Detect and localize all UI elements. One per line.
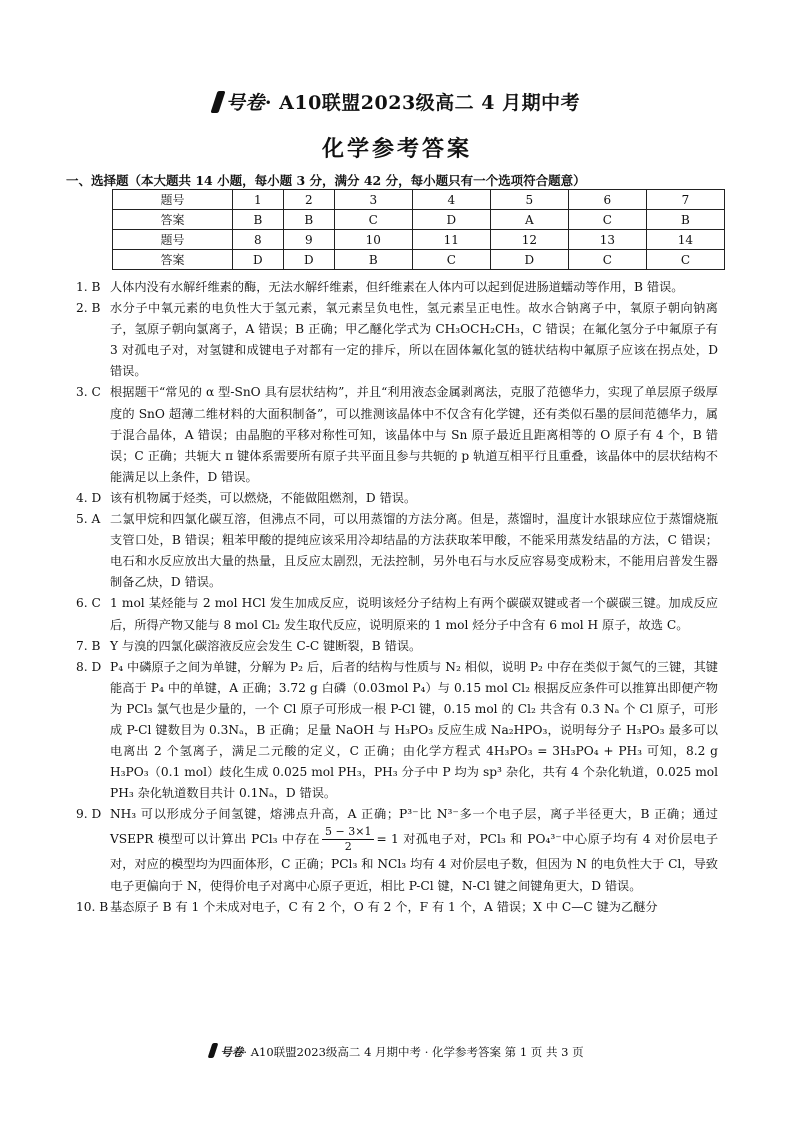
table-cell: A [490, 210, 568, 230]
item-text: 基态原子 B 有 1 个未成对电子，C 有 2 个，O 有 2 个，F 有 1 个，A 错误；X 中 C—C 键为乙醚分 [110, 899, 658, 914]
table-cell: 12 [490, 230, 568, 250]
table-row [113, 190, 725, 210]
item-number: 7. B [76, 638, 101, 653]
item-text: NH₃ 可以形成分子间氢键，熔沸点升高，A 正确；P³⁻比 N³⁻多一个电子层，离子半径更大，B 正确；通过 VSEPR 模型可以计算出 PCl₃ 中存在 [110, 807, 718, 847]
list-item [76, 298, 718, 382]
fraction [322, 825, 374, 854]
item-number: 6. C [76, 596, 101, 611]
item-text: 1 mol 某烃能与 2 mol HCl 发生加成反应，说明该烃分子结构上有两个碳碳双键或者一个碳碳三键。加成反应后，所得产物又能与 8 mol Cl₂ 发生取代反应，说明原来的 1 mol 烃分子中含有 6 mol H 原子，故选 C。 [110, 596, 718, 632]
item-text: 二氯甲烷和四氯化碳互溶，但沸点不同，可以用蒸馏的方法分离。但是，蒸馏时，温度计水银球应位于蒸馏烧瓶支管口处，B 错误；粗苯甲酸的提纯应该采用冷却结晶的方法获取苯甲酸，不能采用蒸发结晶的方法，C 错误；电石和水反应放出大量的热量，且反应太剧烈，无法控制，另外电石与水反应容易变成粉末，不能用启普发生器制备乙炔，D 错误。 [110, 512, 718, 590]
table-cell: D [412, 210, 490, 230]
item-number: 10. B [76, 899, 109, 914]
table-cell: D [232, 250, 283, 270]
list-item [76, 897, 718, 918]
brand-logo-icon [208, 1043, 219, 1058]
item-text: 根据题干“常见的 α 型-SnO 具有层状结构”，并且“利用液态金属剥离法，克服了范德华力，实现了单层原子级厚度的 SnO 超薄二维材料的大面积制备”，可以推测该晶体中不仅含有化学键，还有类似石墨的层间范德华力，属于混合晶体，A 错误；由晶胞的平移对称性可知，该晶体中与 Sn 原子最近且距离相等的 O 原子有 4 个，B 错误；C 正确；共轭大 π 键体系需要所有原子共平面且参与共轭的 p 轨道互相平行且重叠，该晶体中的层状结构不能满足以上条件，D 错误。 [110, 385, 718, 484]
list-item [76, 277, 718, 298]
item-number: 8. D [76, 659, 102, 674]
item-number: 1. B [76, 280, 101, 294]
answer-table [112, 189, 725, 270]
table-cell: 8 [232, 230, 283, 250]
table-row [113, 230, 725, 250]
item-number: 4. D [76, 490, 102, 505]
table-cell: 3 [334, 190, 412, 210]
list-item [76, 804, 718, 896]
answer-explanations [76, 277, 718, 918]
fraction-numerator: 5 − 3×1 [322, 825, 374, 840]
item-text: = 1 对孤电子对，PCl₃ 和 PO₄³⁻中心原子均有 4 对价层电子对，对应的模型均为四面体形，C 正确；PCl₃ 和 NCl₃ 均有 4 对价层电子数，但因为 N 的电负性大于 Cl，导致电子更偏向于 N，使得价电子对离中心原子更近，相比 P-Cl 键，N-Cl 键之间键角更大，D 错误。 [110, 832, 719, 893]
table-cell: C [646, 250, 724, 270]
page-footer [0, 1043, 794, 1060]
table-cell: 5 [490, 190, 568, 210]
list-item [76, 657, 718, 805]
list-item [76, 509, 718, 593]
table-cell: C [334, 210, 412, 230]
brand-name: 号卷 [225, 92, 265, 114]
list-item [76, 636, 718, 657]
item-number: 9. D [76, 807, 102, 822]
footer-text: · A10联盟2023级高二 4 月期中考 · 化学参考答案 第 1 页 共 3 页 [243, 1045, 584, 1059]
table-cell: D [490, 250, 568, 270]
table-cell: B [646, 210, 724, 230]
table-cell: 6 [568, 190, 646, 210]
item-text: P₄ 中磷原子之间为单键，分解为 P₂ 后，后者的结构与性质与 N₂ 相似，说明 P₂ 中存在类似于氮气的三键，其键能高于 P₄ 中的单键，A 正确；3.72 g 白磷（0.03mol P₄）与 0.15 mol Cl₂ 根据反应条件可以推算出即便产物为 PCl₃ 氯气也是少量的，一个 Cl 原子可形成一根 P-Cl 键，0.15 mol 的 Cl₂ 共含有 0.3 Nₐ 个 Cl 原子，可形成 P-Cl 键数目为 0.3Nₐ，B 正确；足量 NaOH 与 H₃PO₃ 反应生成 Na₂HPO₃，说明每分子 H₃PO₃ 最多可以电离出 2 个氢离子，满足二元酸的定义，C 正确；由化学方程式 4H₃PO₃ = 3H₃PO₄ + PH₃ 可知，8.2 g H₃PO₃（0.1 mol）歧化生成 0.025 mol PH₃，PH₃ 分子中 P 均为 sp³ 杂化，共有 4 个杂化轨道，0.025 mol PH₃ 杂化轨道数目共计 0.1Nₐ，D 错误。 [110, 659, 718, 801]
table-row [113, 210, 725, 230]
item-number: 3. C [76, 385, 101, 400]
row-label-answer: 答案 [113, 210, 233, 230]
table-row [113, 250, 725, 270]
table-cell: C [568, 210, 646, 230]
page-title: 化学参考答案 [321, 136, 472, 162]
item-number: 5. A [76, 512, 101, 527]
table-cell: 9 [283, 230, 334, 250]
table-cell: 4 [412, 190, 490, 210]
table-cell: 10 [334, 230, 412, 250]
table-cell: B [232, 210, 283, 230]
exam-title-text: · A10联盟2023级高二 4 月期中考 [264, 92, 581, 114]
footer-brand: 号卷 [220, 1045, 244, 1059]
brand-logo-icon [210, 91, 225, 113]
table-cell: 13 [568, 230, 646, 250]
table-cell: B [334, 250, 412, 270]
table-cell: C [412, 250, 490, 270]
item-text: Y 与溴的四氯化碳溶液反应会发生 C-C 键断裂，B 错误。 [110, 638, 422, 653]
table-cell: C [568, 250, 646, 270]
fraction-denominator: 2 [344, 840, 352, 854]
item-text: 人体内没有水解纤维素的酶，无法水解纤维素，但纤维素在人体内可以起到促进肠道蠕动等作用，B 错误。 [110, 280, 684, 294]
table-cell: 7 [646, 190, 724, 210]
item-text: 水分子中氧元素的电负性大于氢元素，氧元素呈负电性，氢元素呈正电性。故水合钠离子中，氧原子朝向钠离子，氢原子朝向氯离子，A 错误；B 正确；甲乙醚化学式为 CH₃OCH₂CH₃，C 错误；在氟化氢分子中氟原子有 3 对孤电子对，对氢键和成键电子对都有一定的排斥，所以在固体氟化氢的链状结构中氟原子应该在拐点处，D 错误。 [110, 301, 718, 379]
item-number: 2. B [76, 301, 101, 316]
exam-title [0, 88, 794, 115]
list-item [76, 488, 718, 509]
list-item [76, 593, 718, 635]
item-text: 该有机物属于烃类，可以燃烧，不能做阻燃剂，D 错误。 [110, 490, 417, 505]
table-cell: 1 [232, 190, 283, 210]
table-cell: 11 [412, 230, 490, 250]
list-item [76, 382, 718, 487]
table-cell: 14 [646, 230, 724, 250]
table-cell: D [283, 250, 334, 270]
row-label-answer: 答案 [113, 250, 233, 270]
table-cell: B [283, 210, 334, 230]
row-label-question: 题号 [113, 230, 233, 250]
section-heading: 一、选择题（本大题共 14 小题，每小题 3 分，满分 42 分，每小题只有一个选项符合题意） [66, 173, 586, 188]
table-cell: 2 [283, 190, 334, 210]
row-label-question: 题号 [113, 190, 233, 210]
